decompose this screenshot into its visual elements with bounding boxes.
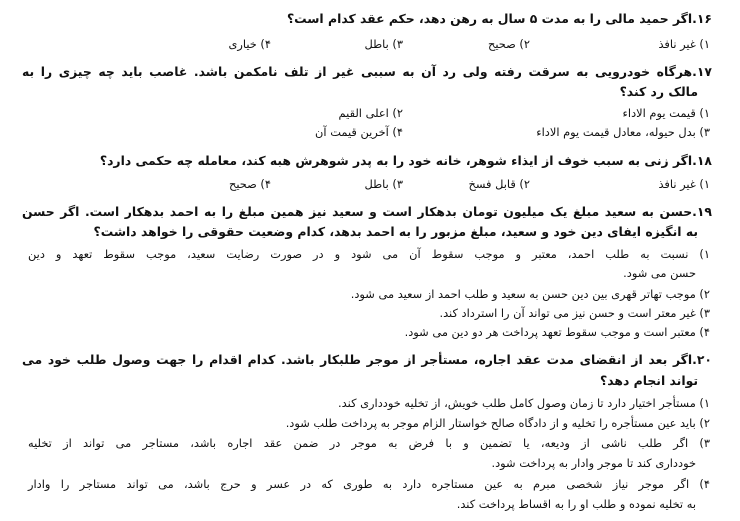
question-18-option-4[interactable]: ۴) صحیح <box>228 177 271 191</box>
question-18-number: ۱۸. <box>692 153 712 168</box>
question-16-option-1[interactable]: ۱) غیر نافذ <box>658 37 710 51</box>
question-17-number: ۱۷. <box>692 64 712 79</box>
question-16-stem <box>287 11 712 26</box>
question-20-option-4-continued: به تخلیه نموده و طلب او را به اقساط پرداخت کند. <box>456 497 696 511</box>
question-20-option-1[interactable]: ۱) مستأجر اختیار دارد تا زمان وصول کامل طلب خویش، از تخلیه خودداری کند. <box>338 396 710 410</box>
question-19-text-line-2: به انگیزه ایفای دین خود و سعید، مبلغ مزبور را به احمد بدهد، کدام وضعیت حقوقی را خواهد داشت؟ <box>93 224 698 239</box>
question-19-option-1-continued: حسن می شود. <box>623 266 696 280</box>
question-19-stem <box>22 204 712 219</box>
question-18-stem <box>100 153 712 168</box>
question-16-option-3[interactable]: ۳) باطل <box>364 37 403 51</box>
question-20-text-line-1: اگر بعد از انقضای مدت عقد اجاره، مستأجر از موجر طلبکار باشد. کدام اقدام را جهت وصول طلب خود می <box>22 352 693 367</box>
question-20-text-line-2: تواند انجام دهد؟ <box>600 373 698 388</box>
question-18-option-1[interactable]: ۱) غیر نافذ <box>658 177 710 191</box>
question-19-option-1[interactable]: ۱) نسبت به طلب احمد، معتبر و موجب سقوط آن می شود و در صورت رضایت سعید، موجب سقوط تعهد و دین <box>28 247 710 261</box>
question-19-option-2[interactable]: ۲) موجب تهاتر قهری بین دین حسن به سعید و طلب احمد از سعید می شود. <box>350 287 710 301</box>
question-18-option-2[interactable]: ۲) قابل فسخ <box>468 177 530 191</box>
question-17-text-line-2: مالک رد کند؟ <box>619 84 698 99</box>
question-17-option-1[interactable]: ۱) قیمت یوم الاداء <box>622 106 710 120</box>
question-20-number: ۲۰. <box>692 352 712 367</box>
question-16-option-4[interactable]: ۴) خیاری <box>228 37 271 51</box>
question-20-option-2[interactable]: ۲) باید عین مستأجره را تخلیه و از دادگاه صالح خواستار الزام موجر به پرداخت طلب شود. <box>285 416 710 430</box>
question-18-option-3[interactable]: ۳) باطل <box>364 177 403 191</box>
question-20-option-3[interactable]: ۳) اگر طلب ناشی از ودیعه، یا تضمین و با فرض به موجر در ضمن عقد اجاره باشد، مستاجر می تواند از تخلیه <box>28 436 710 450</box>
question-19-text-line-1: حسن به سعید مبلغ یک میلیون تومان بدهکار است و سعید نیز همین مبلغ را به احمد بدهکار است. اگر حسن <box>22 204 693 219</box>
question-17-option-4[interactable]: ۴) آخرین قیمت آن <box>315 125 403 139</box>
question-20-option-4[interactable]: ۴) اگر موجر نیاز شخصی مبرم به عین مستاجره دارد به طوری که در عسر و حرج باشد، می تواند مستاجر را وادار <box>28 477 710 491</box>
question-16-number: ۱۶. <box>692 11 712 26</box>
question-19-option-3[interactable]: ۳) غیر معتر است و حسن نیز می تواند آن را استرداد کند. <box>439 306 710 320</box>
question-17-option-3[interactable]: ۳) بدل حیوله، معادل قیمت یوم الاداء <box>536 125 710 139</box>
question-20-option-3-continued: خودداری کند تا موجر وادار به پرداخت شود. <box>491 456 696 470</box>
question-17-stem <box>22 64 712 79</box>
question-19-number: ۱۹. <box>692 204 712 219</box>
question-16-option-2[interactable]: ۲) صحیح <box>487 37 530 51</box>
question-18-text: اگر زنی به سبب خوف از ایذاء شوهر، خانه خود را به پدر شوهرش هبه کند، معامله چه حکمی دارد؟ <box>99 153 693 168</box>
question-17-text-line-1: هرگاه خودرویی به سرقت رفته ولی رد آن به سببی غیر از تلف نامکمن باشد. غاصب باید چه چیزی را به <box>22 64 693 79</box>
question-17-option-2[interactable]: ۲) اعلی القیم <box>338 106 403 120</box>
question-16-text: اگر حمید مالی را به مدت ۵ سال به رهن دهد، حکم عقد کدام است؟ <box>286 11 693 26</box>
question-19-option-4[interactable]: ۴) معتبر است و موجب سقوط تعهد پرداخت هر دو دین می شود. <box>404 325 710 339</box>
question-20-stem <box>22 352 712 367</box>
